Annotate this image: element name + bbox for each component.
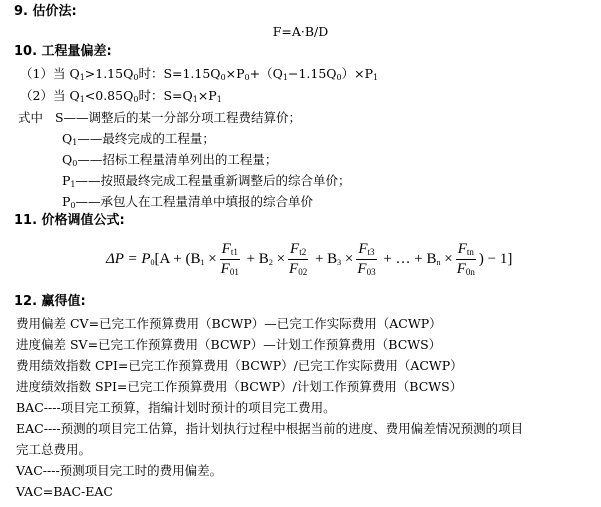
earned-value-line-eac: EAC----预测的项目完工估算，指计划执行过程中根据当前的进度、费用偏差情况预测的项目: [16, 421, 524, 436]
price-adjustment-formula: $\Delta P = P_0[A + (B_1$ × $\frac{F_{t1}}{F_{01}}$ + $B_2$ × $\frac{F_{t2}}{F_{02}}$ + $B_3$ × $\frac{F_{t3}}{F_{03}}$ + … + $B_n$ × $\frac{F_{tn}}{F_{0n}}$ ) − 1]: [106, 240, 513, 277]
earned-value-line-sv: 进度偏差 SV=已完工作预算费用（BCWP）—计划工作预算费用（BCWS）: [16, 337, 442, 352]
estimate-formula: F=A·B/D: [272, 24, 329, 39]
section-10-heading: 10. 工程量偏差:: [14, 44, 112, 59]
fraction-3: $\frac{F_{t3}}{F_{03}}$: [357, 240, 376, 277]
definition-s: 式中 S——调整后的某一分部分项工程费结算价；: [18, 110, 302, 125]
definition-q0: $Q_0——$招标工程量清单列出的工程量；: [62, 152, 278, 168]
fraction-1: $\frac{F_{t1}}{F_{01}}$: [220, 240, 239, 277]
definition-p1: $P_1——$按照最终完成工程量重新调整后的综合单价；: [62, 173, 351, 189]
earned-value-line-vac: VAC----预测项目完工时的费用偏差。: [16, 463, 223, 478]
earned-value-line-spi: 进度绩效指数 SPI=已完工作预算费用（BCWP）/计划工作预算费用（BCWS）: [16, 379, 463, 394]
definition-p0: $P_0——$承包人在工程量清单中填报的综合单价: [62, 194, 314, 210]
fraction-n: $\frac{F_{tn}}{F_{0n}}$: [456, 240, 475, 277]
earned-value-line-cv: 费用偏差 CV=已完工作预算费用（BCWP）—已完工作实际费用（ACWP）: [16, 316, 442, 331]
earned-value-line-vac-formula: VAC=BAC-EAC: [16, 484, 113, 499]
section-12-heading: 12. 赢得值:: [14, 294, 86, 309]
fraction-2: $\frac{F_{t2}}{F_{02}}$: [289, 240, 308, 277]
earned-value-line-bac: BAC----项目完工预算，指编计划时预计的项目完工费用。: [16, 400, 336, 415]
definition-q1: $Q_1——$最终完成的工程量；: [62, 131, 215, 147]
quantity-case-1: （1）当 $Q_1>1.15Q_0$时：$S=1.15Q_0\times P_0+(Q_1-1.15Q_0)\times P_1$: [20, 66, 379, 82]
quantity-case-2: （2）当 $Q_1<0.85Q_0$时：$S=Q_1\times P_1$: [20, 88, 222, 104]
section-9-heading: 9. 估价法:: [14, 4, 77, 19]
section-11-heading: 11. 价格调值公式:: [14, 213, 125, 228]
earned-value-line-eac-cont: 完工总费用。: [16, 442, 92, 457]
earned-value-line-cpi: 费用绩效指数 CPI=已完工作预算费用（BCWP）/已完工作实际费用（ACWP）: [16, 358, 463, 373]
